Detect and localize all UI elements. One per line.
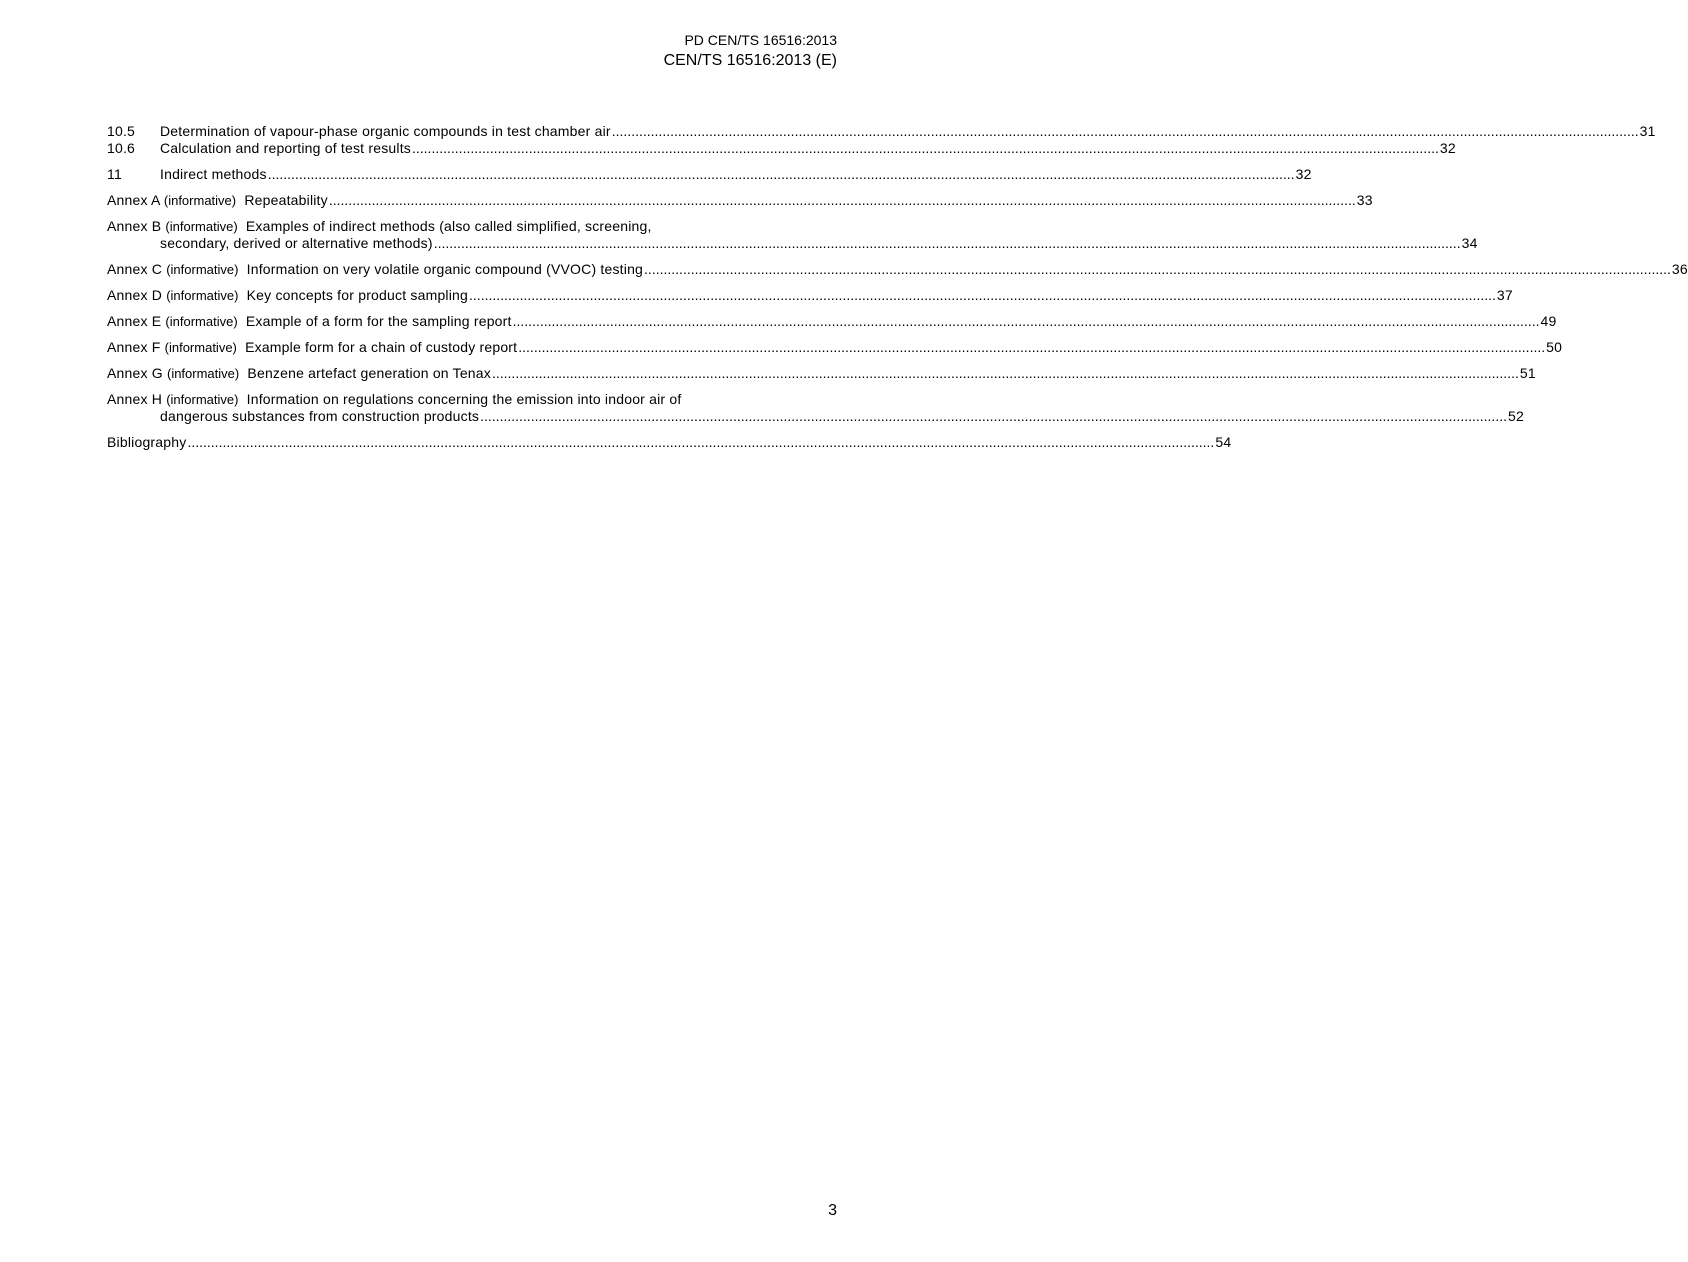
- toc-entry-annex-g[interactable]: [107, 365, 1536, 382]
- toc-leader-dots: [644, 261, 1671, 278]
- toc-title: Repeatability: [244, 192, 328, 208]
- page-number: 3: [828, 1202, 837, 1219]
- toc-leader-dots: [187, 434, 1214, 451]
- toc-title: Determination of vapour-phase organic compounds in test chamber air: [160, 123, 611, 139]
- annex-label: Annex G: [107, 365, 163, 381]
- toc-leader-dots: [492, 365, 1519, 382]
- toc-page-number: 32: [1295, 166, 1312, 182]
- toc-entry-10-5[interactable]: [107, 123, 1656, 140]
- toc-page-number: 49: [1540, 313, 1557, 329]
- toc-leader-dots: [518, 339, 1545, 356]
- toc-entry-bibliography[interactable]: [107, 434, 1232, 451]
- toc-leader-dots: [434, 235, 1461, 252]
- toc-title-continued: dangerous substances from construction products: [160, 408, 480, 424]
- annex-kind: (informative): [164, 340, 237, 355]
- annex-label: Annex B: [107, 218, 162, 234]
- toc-title: Example form for a chain of custody report: [245, 339, 518, 355]
- toc-page-number: 31: [1639, 123, 1656, 139]
- annex-label: Annex E: [107, 313, 162, 329]
- toc-page-number: 50: [1546, 339, 1563, 355]
- toc-leader-dots: [480, 408, 1507, 425]
- toc-number: 10.5: [107, 123, 136, 139]
- toc-page-number: 51: [1519, 365, 1536, 381]
- toc-page-number: 34: [1461, 235, 1478, 251]
- annex-label: Annex H: [107, 391, 163, 407]
- toc-page-number: 54: [1215, 434, 1232, 450]
- toc-leader-dots: [469, 287, 1496, 304]
- annex-kind: (informative): [165, 219, 238, 234]
- toc-number: 10.6: [107, 140, 136, 156]
- toc-title: Bibliography: [107, 434, 187, 450]
- toc-title: Key concepts for product sampling: [246, 287, 469, 303]
- annex-label: Annex D: [107, 287, 163, 303]
- toc-page-number: 33: [1356, 192, 1373, 208]
- toc-entry-10-6[interactable]: [107, 140, 1456, 157]
- toc-title-continued: secondary, derived or alternative methods): [160, 235, 433, 251]
- toc-title: Information on very volatile organic compound (VVOC) testing: [246, 261, 644, 277]
- toc-page-number: 32: [1439, 140, 1456, 156]
- toc-entry-annex-h[interactable]: [107, 391, 1524, 425]
- toc-entry-11[interactable]: [107, 166, 1312, 183]
- annex-kind: (informative): [166, 288, 239, 303]
- toc-leader-dots: [268, 166, 1295, 183]
- toc-number: 11: [107, 166, 122, 182]
- toc-title: Indirect methods: [160, 166, 267, 182]
- toc-entry-annex-d[interactable]: [107, 287, 1513, 304]
- toc-leader-dots: [412, 140, 1439, 157]
- toc-entry-annex-c[interactable]: [107, 261, 1688, 278]
- toc-title: Benzene artefact generation on Tenax: [247, 365, 491, 381]
- annex-kind: (informative): [166, 262, 239, 277]
- table-of-contents: [107, 123, 1688, 451]
- header-line-2: CEN/TS 16516:2013 (E): [663, 52, 837, 69]
- toc-page-number: 52: [1508, 408, 1524, 424]
- annex-kind: (informative): [163, 193, 237, 208]
- annex-kind: (informative): [166, 392, 239, 407]
- annex-kind: (informative): [166, 366, 240, 381]
- toc-entry-annex-f[interactable]: [107, 339, 1563, 356]
- toc-title: Example of a form for the sampling report: [245, 313, 512, 329]
- toc-title: Information on regulations concerning the emission into indoor air of: [246, 391, 682, 407]
- annex-label: Annex C: [107, 261, 163, 277]
- header-line-1: PD CEN/TS 16516:2013: [684, 32, 837, 48]
- toc-title: Calculation and reporting of test results: [160, 140, 411, 156]
- toc-entry-annex-b[interactable]: [107, 218, 1478, 252]
- toc-title: Examples of indirect methods (also called simplified, screening,: [245, 218, 652, 234]
- toc-leader-dots: [329, 192, 1356, 209]
- toc-leader-dots: [612, 123, 1639, 140]
- annex-kind: (informative): [165, 314, 238, 329]
- toc-entry-annex-e[interactable]: [107, 313, 1557, 330]
- annex-label: Annex F: [107, 339, 161, 355]
- toc-page-number: 37: [1496, 287, 1513, 303]
- toc-leader-dots: [513, 313, 1540, 330]
- toc-entry-annex-a[interactable]: [107, 192, 1373, 209]
- toc-page-number: 36: [1671, 261, 1688, 277]
- annex-label: Annex A: [107, 192, 160, 208]
